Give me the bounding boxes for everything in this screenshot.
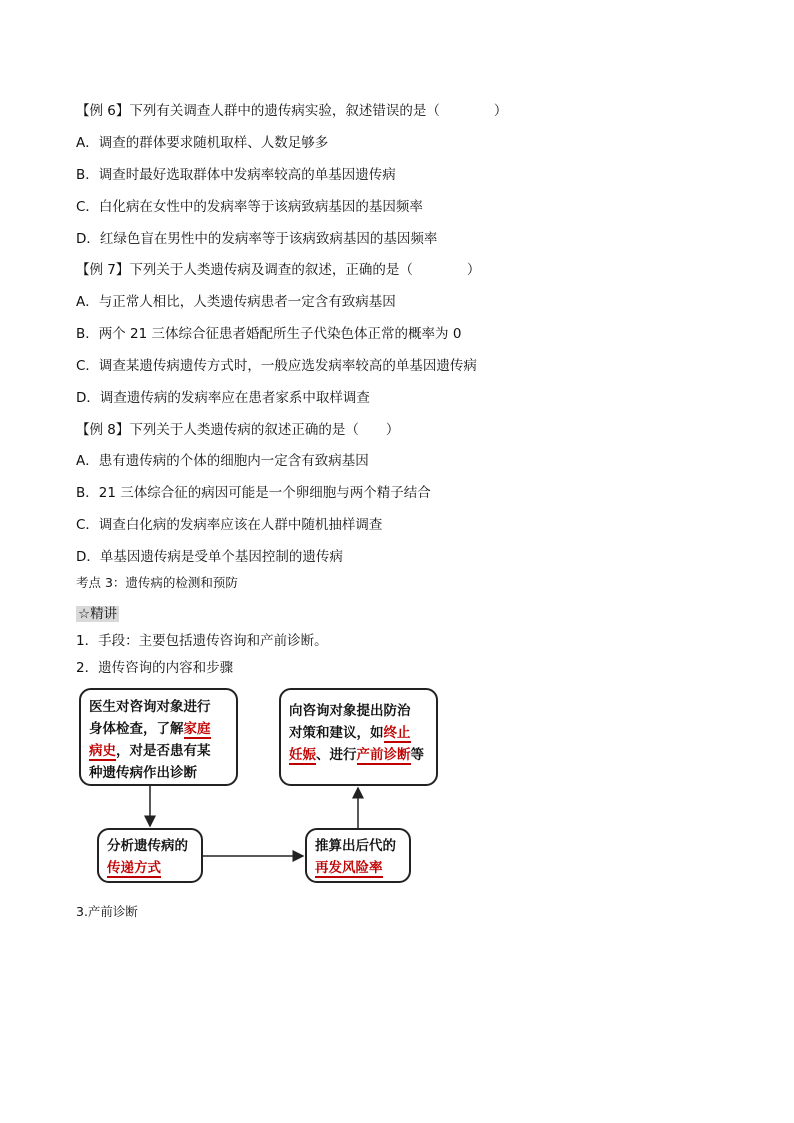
box4-prenatal: 产前诊断 [356, 747, 411, 763]
box4-line3b: 、进行 [316, 747, 357, 763]
question-8-option-c: C．调查白化病的发病率应该在人群中随机抽样调查 [76, 517, 383, 533]
box3-line1: 推算出后代的 [315, 838, 396, 854]
flow-box-analysis [97, 828, 203, 883]
flow-box-advice [279, 688, 438, 786]
point-2: 2．遗传咨询的内容和步骤 [76, 660, 234, 676]
section-tag: ☆精讲 [78, 606, 118, 622]
box1-line4: 种遗传病作出诊断 [89, 765, 197, 781]
box2-line1: 分析遗传病的 [107, 838, 188, 854]
box1-history: 病史 [89, 743, 116, 759]
box4-terminate: 终止 [383, 725, 411, 741]
question-7-option-d: D．调查遗传病的发病率应在患者家系中取样调查 [76, 390, 370, 406]
box2-transmission: 传递方式 [107, 860, 161, 876]
box4-line1: 向咨询对象提出防治 [289, 703, 411, 719]
question-6-option-a: A．调查的群体要求随机取样、人数足够多 [76, 135, 329, 151]
box4-pregnancy: 妊娠 [289, 747, 316, 763]
question-stem-8: 【例 8】下列关于人类遗传病的叙述正确的是（ ） [76, 422, 400, 438]
question-8-option-d: D．单基因遗传病是受单个基因控制的遗传病 [76, 549, 343, 565]
point-3: 3.产前诊断 [76, 904, 138, 919]
point-1: 1．手段：主要包括遗传咨询和产前诊断。 [76, 633, 328, 649]
question-8-option-b: B．21 三体综合征的病因可能是一个卵细胞与两个精子结合 [76, 485, 431, 501]
box1-family: 家庭 [183, 721, 211, 737]
box1-line2a: 身体检查，了解 [89, 721, 184, 737]
flow-box-diagnosis [79, 688, 238, 786]
box4-line2a: 对策和建议，如 [289, 725, 384, 741]
question-7-option-b: B．两个 21 三体综合征患者婚配所生子代染色体正常的概率为 0 [76, 326, 462, 342]
question-6-option-d: D．红绿色盲在男性中的发病率等于该病致病基因的基因频率 [76, 231, 438, 247]
question-6-option-c: C．白化病在女性中的发病率等于该病致病基因的基因频率 [76, 199, 423, 215]
box1-line3b: ，对是否患有某 [116, 743, 211, 759]
flow-box-risk [305, 828, 411, 883]
question-stem-6: 【例 6】下列有关调查人群中的遗传病实验，叙述错误的是（ ） [76, 103, 508, 119]
question-stem-7: 【例 7】下列关于人类遗传病及调查的叙述，正确的是（ ） [76, 262, 481, 278]
question-7-option-a: A．与正常人相比，人类遗传病患者一定含有致病基因 [76, 294, 396, 310]
box1-line1: 医生对咨询对象进行 [89, 699, 211, 715]
question-8-option-a: A．患有遗传病的个体的细胞内一定含有致病基因 [76, 453, 369, 469]
question-7-option-c: C．调查某遗传病遗传方式时，一般应选发病率较高的单基因遗传病 [76, 358, 477, 374]
box3-risk: 再发风险率 [315, 860, 383, 876]
box4-line3d: 等 [410, 747, 424, 763]
question-6-option-b: B．调查时最好选取群体中发病率较高的单基因遗传病 [76, 167, 396, 183]
section-heading: 考点 3：遗传病的检测和预防 [76, 575, 238, 590]
